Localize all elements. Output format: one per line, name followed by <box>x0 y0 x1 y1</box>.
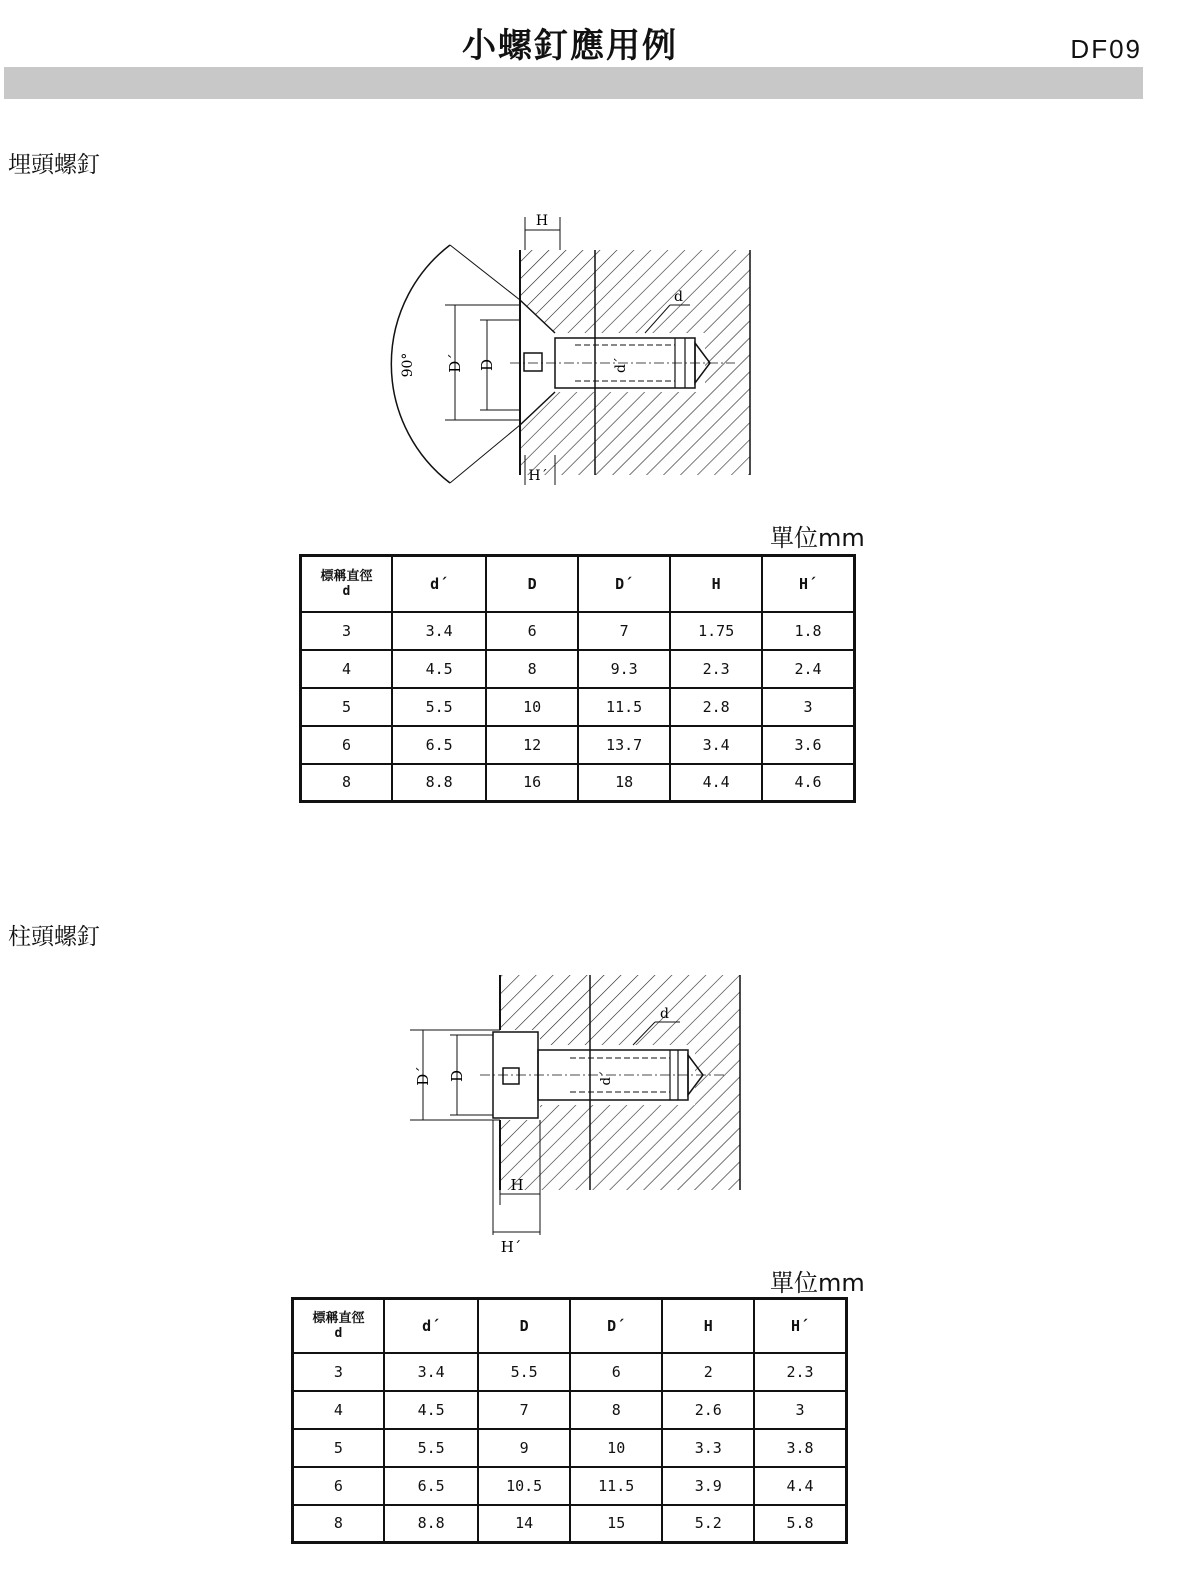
table-cell: 6 <box>301 726 392 764</box>
table-row <box>293 1353 847 1391</box>
table-cell: 4 <box>293 1391 384 1429</box>
table-cell: 3.4 <box>392 612 486 650</box>
table-cell: 2.6 <box>662 1391 754 1429</box>
table-cell: 3 <box>301 612 392 650</box>
table-cell: 8 <box>486 650 577 688</box>
table-cell: 5.5 <box>478 1353 570 1391</box>
table-cell: 2.3 <box>670 650 762 688</box>
table-cell: 3 <box>754 1391 847 1429</box>
dim-label-H: H <box>535 213 549 229</box>
dim-label-H: H <box>510 1176 524 1194</box>
dim-label-D-prime: D´ <box>414 1066 432 1086</box>
table-cell: 10.5 <box>478 1467 570 1505</box>
unit-label: 單位mm <box>770 1269 865 1297</box>
table-row <box>293 1429 847 1467</box>
header-bar <box>4 67 1143 99</box>
table-cell: 18 <box>578 764 671 802</box>
table-cell: 8.8 <box>384 1505 478 1543</box>
column-header: D´ <box>570 1299 663 1353</box>
dim-label-H-prime: H´ <box>528 468 548 484</box>
table-cell: 2.4 <box>762 650 855 688</box>
table-cell: 3.4 <box>670 726 762 764</box>
countersunk-screw-diagram <box>390 205 760 495</box>
table-cell: 10 <box>570 1429 663 1467</box>
table-cell: 4.4 <box>754 1467 847 1505</box>
table-cell: 3.9 <box>662 1467 754 1505</box>
table-cell: 10 <box>486 688 577 726</box>
table-cell: 5.5 <box>384 1429 478 1467</box>
table-cell: 3.3 <box>662 1429 754 1467</box>
dim-label-D: D <box>448 1069 466 1083</box>
table-cell: 3 <box>293 1353 384 1391</box>
table-cell: 2 <box>662 1353 754 1391</box>
table-cell: 5.2 <box>662 1505 754 1543</box>
column-header: D´ <box>578 556 671 612</box>
document-code: DF09 <box>1070 34 1142 64</box>
dim-label-D: D <box>478 358 496 372</box>
table-cell: 9.3 <box>578 650 671 688</box>
section-label-cheese-head: 柱頭螺釘 <box>8 924 100 950</box>
column-header: 標稱直徑 d <box>293 1299 384 1353</box>
table-cell: 6 <box>486 612 577 650</box>
table-cell: 5.8 <box>754 1505 847 1543</box>
table-cell: 4 <box>301 650 392 688</box>
table-cell: 9 <box>478 1429 570 1467</box>
table-header-row <box>301 556 855 612</box>
table-cell: 8 <box>301 764 392 802</box>
table-cell: 4.6 <box>762 764 855 802</box>
column-header: d´ <box>392 556 486 612</box>
table-cell: 7 <box>578 612 671 650</box>
column-header: 標稱直徑 d <box>301 556 392 612</box>
table-cell: 3 <box>762 688 855 726</box>
countersunk-spec-table <box>299 554 856 803</box>
table-cell: 6.5 <box>384 1467 478 1505</box>
dim-label-D-prime: D´ <box>446 353 464 373</box>
table-cell: 8.8 <box>392 764 486 802</box>
table-row <box>301 764 855 802</box>
column-header: d´ <box>384 1299 478 1353</box>
table-cell: 5 <box>301 688 392 726</box>
table-cell: 15 <box>570 1505 663 1543</box>
table-cell: 8 <box>293 1505 384 1543</box>
table-row <box>293 1505 847 1543</box>
table-cell: 11.5 <box>570 1467 663 1505</box>
table-cell: 7 <box>478 1391 570 1429</box>
table-cell: 2.3 <box>754 1353 847 1391</box>
column-header: H <box>670 556 762 612</box>
dim-label-d: d <box>660 1006 669 1022</box>
table-cell: 13.7 <box>578 726 671 764</box>
table-cell: 14 <box>478 1505 570 1543</box>
column-header: D <box>486 556 577 612</box>
table-cell: 6 <box>293 1467 384 1505</box>
section-label-countersunk: 埋頭螺釘 <box>8 152 100 178</box>
table-cell: 1.75 <box>670 612 762 650</box>
dim-label-d-prime: d´ <box>613 357 629 373</box>
dim-label-d-prime: d´ <box>599 1070 614 1086</box>
table-cell: 5.5 <box>392 688 486 726</box>
table-row <box>301 688 855 726</box>
unit-label: 單位mm <box>770 524 865 552</box>
column-header: H´ <box>762 556 855 612</box>
table-cell: 3.6 <box>762 726 855 764</box>
table-row <box>301 612 855 650</box>
column-header: H´ <box>754 1299 847 1353</box>
table-row <box>301 650 855 688</box>
table-cell: 3.4 <box>384 1353 478 1391</box>
table-cell: 6 <box>570 1353 663 1391</box>
table-cell: 4.5 <box>384 1391 478 1429</box>
table-row <box>293 1391 847 1429</box>
table-cell: 8 <box>570 1391 663 1429</box>
cheese-head-spec-table <box>291 1297 848 1544</box>
dim-label-d: d <box>674 289 683 305</box>
cheese-head-screw-diagram <box>405 970 750 1255</box>
page-title: 小螺釘應用例 <box>462 26 678 66</box>
table-cell: 4.5 <box>392 650 486 688</box>
table-cell: 6.5 <box>392 726 486 764</box>
table-cell: 16 <box>486 764 577 802</box>
dim-label-H-prime: H´ <box>500 1238 522 1255</box>
table-cell: 3.8 <box>754 1429 847 1467</box>
angle-label: 90° <box>400 352 416 378</box>
table-header-row <box>293 1299 847 1353</box>
table-cell: 11.5 <box>578 688 671 726</box>
table-cell: 2.8 <box>670 688 762 726</box>
table-cell: 4.4 <box>670 764 762 802</box>
table-cell: 1.8 <box>762 612 855 650</box>
table-row <box>293 1467 847 1505</box>
column-header: H <box>662 1299 754 1353</box>
table-cell: 5 <box>293 1429 384 1467</box>
table-cell: 12 <box>486 726 577 764</box>
column-header: D <box>478 1299 570 1353</box>
table-row <box>301 726 855 764</box>
